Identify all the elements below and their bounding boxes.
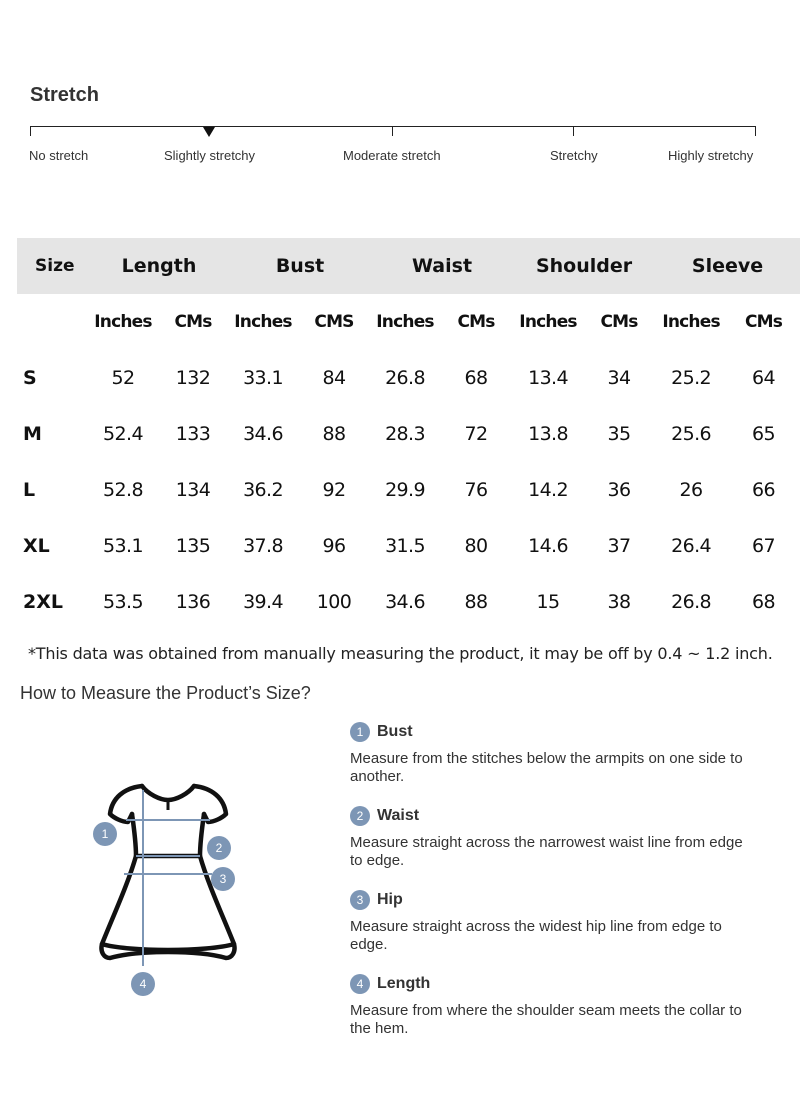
cell: 68 bbox=[752, 591, 776, 613]
table-row bbox=[17, 406, 800, 462]
stretch-label-moderate: Moderate stretch bbox=[343, 148, 441, 163]
size-table bbox=[17, 238, 800, 630]
unit-cell: Inches bbox=[94, 312, 152, 332]
stretch-label-slight: Slightly stretchy bbox=[164, 148, 256, 163]
stretch-marker-icon bbox=[203, 127, 215, 137]
cell: 38 bbox=[607, 591, 631, 613]
cell: 15 bbox=[536, 591, 560, 613]
unit-cell: Inches bbox=[376, 312, 434, 332]
row-size: 2XL bbox=[23, 591, 63, 613]
scale-tick bbox=[30, 126, 31, 136]
cell: 53.5 bbox=[103, 591, 143, 613]
cell: 29.9 bbox=[385, 479, 425, 501]
scale-tick bbox=[392, 126, 393, 136]
cell: 88 bbox=[322, 423, 346, 445]
step-description: Measure straight across the widest hip line from edge to edge. bbox=[350, 918, 722, 953]
svg-text:1: 1 bbox=[101, 827, 109, 841]
header-shoulder: Shoulder bbox=[535, 255, 633, 277]
cell: 135 bbox=[175, 535, 211, 557]
step-title: Hip bbox=[377, 891, 403, 908]
cell: 84 bbox=[322, 367, 346, 389]
row-size: XL bbox=[23, 535, 50, 557]
cell: 72 bbox=[464, 423, 488, 445]
cell: 35 bbox=[607, 423, 631, 445]
cell: 26 bbox=[679, 479, 703, 501]
cell: 36 bbox=[607, 479, 631, 501]
cell: 34.6 bbox=[243, 423, 283, 445]
step-title: Bust bbox=[377, 723, 413, 740]
cell: 13.8 bbox=[528, 423, 568, 445]
unit-cell: CMs bbox=[174, 312, 212, 332]
cell: 66 bbox=[752, 479, 776, 501]
dress-measurement-diagram-icon bbox=[88, 780, 248, 1000]
table-header-row bbox=[17, 238, 800, 294]
stretch-scale-line bbox=[30, 126, 756, 127]
step-waist bbox=[350, 806, 750, 870]
stretch-label-high: Highly stretchy bbox=[668, 148, 754, 163]
table-row bbox=[17, 574, 800, 630]
cell: 52 bbox=[111, 367, 135, 389]
cell: 134 bbox=[175, 479, 211, 501]
cell: 133 bbox=[175, 423, 211, 445]
cell: 14.2 bbox=[528, 479, 568, 501]
table-units-row bbox=[17, 294, 800, 350]
cell: 76 bbox=[464, 479, 488, 501]
step-number-badge: 1 bbox=[350, 722, 370, 742]
cell: 33.1 bbox=[243, 367, 283, 389]
cell: 136 bbox=[175, 591, 211, 613]
scale-tick bbox=[755, 126, 756, 136]
unit-cell: Inches bbox=[519, 312, 577, 332]
table-row bbox=[17, 462, 800, 518]
cell: 92 bbox=[322, 479, 346, 501]
step-number-badge: 4 bbox=[350, 974, 370, 994]
header-sleeve: Sleeve bbox=[691, 255, 764, 277]
cell: 88 bbox=[464, 591, 488, 613]
howto-title: How to Measure the Product’s Size? bbox=[20, 683, 311, 703]
stretch-label-none: No stretch bbox=[29, 148, 89, 163]
cell: 31.5 bbox=[385, 535, 425, 557]
cell: 36.2 bbox=[243, 479, 283, 501]
unit-cell: CMs bbox=[744, 312, 783, 332]
step-title: Length bbox=[377, 975, 431, 992]
cell: 53.1 bbox=[103, 535, 143, 557]
cell: 100 bbox=[316, 591, 352, 613]
size-chart bbox=[17, 238, 800, 630]
table-row bbox=[17, 518, 800, 574]
cell: 14.6 bbox=[528, 535, 568, 557]
cell: 26.4 bbox=[671, 535, 711, 557]
cell: 64 bbox=[752, 367, 776, 389]
cell: 37 bbox=[607, 535, 631, 557]
row-size: S bbox=[23, 367, 37, 389]
cell: 68 bbox=[464, 367, 488, 389]
step-bust bbox=[350, 722, 750, 786]
svg-text:2: 2 bbox=[215, 841, 223, 855]
unit-cell: Inches bbox=[662, 312, 720, 332]
cell: 132 bbox=[175, 367, 211, 389]
step-description: Measure from the stitches below the armpits on one side to another. bbox=[350, 750, 743, 785]
cell: 26.8 bbox=[671, 591, 711, 613]
step-number-badge: 2 bbox=[350, 806, 370, 826]
cell: 52.8 bbox=[103, 479, 143, 501]
stretch-label-stretchy: Stretchy bbox=[550, 148, 598, 163]
svg-text:3: 3 bbox=[219, 872, 227, 886]
step-title: Waist bbox=[377, 807, 420, 824]
svg-text:4: 4 bbox=[139, 977, 147, 991]
unit-cell: CMs bbox=[600, 312, 638, 332]
cell: 34.6 bbox=[385, 591, 425, 613]
unit-cell: CMS bbox=[314, 312, 354, 332]
cell: 52.4 bbox=[103, 423, 143, 445]
step-hip bbox=[350, 890, 750, 954]
step-description: Measure from where the shoulder seam meets the collar to the hem. bbox=[350, 1002, 742, 1037]
cell: 28.3 bbox=[385, 423, 425, 445]
stretch-title: Stretch bbox=[30, 84, 99, 106]
cell: 25.6 bbox=[671, 423, 711, 445]
measurement-note: *This data was obtained from manually measuring the product, it may be off by 0.4 ~ 1.2 inch. bbox=[28, 644, 773, 663]
cell: 80 bbox=[464, 535, 488, 557]
cell: 34 bbox=[607, 367, 631, 389]
cell: 25.2 bbox=[671, 367, 711, 389]
row-size: L bbox=[23, 479, 36, 501]
header-waist: Waist bbox=[412, 255, 473, 277]
step-number-badge: 3 bbox=[350, 890, 370, 910]
cell: 26.8 bbox=[385, 367, 425, 389]
cell: 13.4 bbox=[528, 367, 568, 389]
cell: 39.4 bbox=[243, 591, 283, 613]
cell: 67 bbox=[752, 535, 776, 557]
step-length bbox=[350, 974, 750, 1038]
header-bust: Bust bbox=[275, 255, 325, 277]
scale-tick bbox=[573, 126, 574, 136]
unit-cell: CMs bbox=[457, 312, 495, 332]
cell: 37.8 bbox=[243, 535, 283, 557]
step-description: Measure straight across the narrowest waist line from edge to edge. bbox=[350, 834, 743, 869]
cell: 96 bbox=[322, 535, 346, 557]
header-size: Size bbox=[35, 256, 75, 276]
table-row bbox=[17, 350, 800, 406]
unit-cell: Inches bbox=[234, 312, 292, 332]
header-length: Length bbox=[121, 255, 197, 277]
cell: 65 bbox=[752, 423, 776, 445]
row-size: M bbox=[23, 423, 42, 445]
